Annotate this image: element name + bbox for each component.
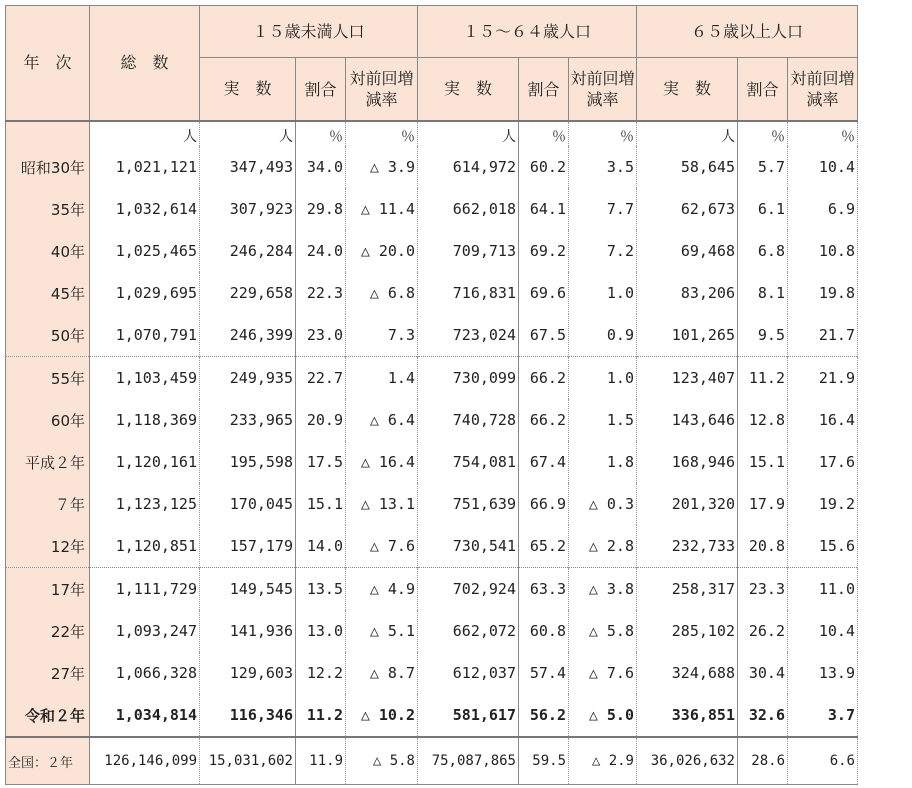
table-cell: 229,658	[200, 272, 296, 314]
table-cell: 336,851	[637, 694, 738, 737]
table-cell: 13.0	[296, 610, 346, 652]
year-cell: 平成２年	[6, 441, 90, 483]
table-cell: 123,407	[637, 357, 738, 400]
unit-cell: 人	[200, 121, 296, 146]
table-cell: 1,070,791	[90, 314, 200, 357]
table-cell: 9.5	[738, 314, 788, 357]
table-cell: 34.0	[296, 146, 346, 188]
year-cell: 令和２年	[6, 694, 90, 737]
table-cell: 66.2	[519, 357, 569, 400]
year-cell: 60年	[6, 399, 90, 441]
total-header: 総 数	[90, 6, 200, 122]
table-cell: 662,072	[418, 610, 519, 652]
table-cell: 23.0	[296, 314, 346, 357]
table-cell: 13.9	[788, 652, 858, 694]
table-cell: 1.4	[346, 357, 418, 400]
table-cell: 730,099	[418, 357, 519, 400]
year-cell: 45年	[6, 272, 90, 314]
table-cell: 21.7	[788, 314, 858, 357]
table-cell: △ 0.3	[569, 483, 637, 525]
table-cell: 149,545	[200, 568, 296, 611]
table-cell: 69,468	[637, 230, 738, 272]
table-cell: 1,034,814	[90, 694, 200, 737]
table-cell: 11.0	[788, 568, 858, 611]
table-cell: 1,123,125	[90, 483, 200, 525]
table-cell: 56.2	[519, 694, 569, 737]
table-cell: 201,320	[637, 483, 738, 525]
table-cell: 307,923	[200, 188, 296, 230]
table-row	[6, 652, 858, 694]
table-cell: 20.9	[296, 399, 346, 441]
table-cell: 64.1	[519, 188, 569, 230]
table-cell: 1,029,695	[90, 272, 200, 314]
table-cell: 11.9	[296, 737, 346, 785]
table-cell: 69.2	[519, 230, 569, 272]
table-row	[6, 568, 858, 611]
group-header-under15: １５歳未満人口	[200, 6, 418, 58]
table-row	[6, 230, 858, 272]
table-cell: 14.0	[296, 525, 346, 568]
sub-header-change: 対前回増減率	[346, 58, 418, 122]
year-cell: ７年	[6, 483, 90, 525]
table-cell: 324,688	[637, 652, 738, 694]
table-header	[6, 6, 858, 122]
table-cell: 11.2	[738, 357, 788, 400]
year-cell: 40年	[6, 230, 90, 272]
sub-header-change: 対前回増減率	[569, 58, 637, 122]
table-cell: 6.1	[738, 188, 788, 230]
table-cell: 1,120,161	[90, 441, 200, 483]
table-cell: △ 6.4	[346, 399, 418, 441]
table-cell: 6.9	[788, 188, 858, 230]
table-cell: 7.2	[569, 230, 637, 272]
table-cell: 246,399	[200, 314, 296, 357]
year-header: 年 次	[6, 6, 90, 122]
table-cell: 709,713	[418, 230, 519, 272]
table-cell: 116,346	[200, 694, 296, 737]
table-cell: 22.7	[296, 357, 346, 400]
table-row	[6, 694, 858, 737]
table-cell: 22.3	[296, 272, 346, 314]
table-cell: 1,093,247	[90, 610, 200, 652]
unit-cell: 人	[418, 121, 519, 146]
table-cell: 754,081	[418, 441, 519, 483]
table-row	[6, 146, 858, 188]
table-cell: 101,265	[637, 314, 738, 357]
table-cell: 195,598	[200, 441, 296, 483]
unit-cell: 人	[90, 121, 200, 146]
table-cell: 157,179	[200, 525, 296, 568]
table-cell: 11.2	[296, 694, 346, 737]
unit-cell: ％	[569, 121, 637, 146]
table-cell: 10.4	[788, 610, 858, 652]
table-cell: 581,617	[418, 694, 519, 737]
table-cell: 258,317	[637, 568, 738, 611]
table-cell: △ 6.8	[346, 272, 418, 314]
sub-header-change: 対前回増減率	[788, 58, 858, 122]
table-row	[6, 441, 858, 483]
unit-cell: ％	[296, 121, 346, 146]
table-cell: 36,026,632	[637, 737, 738, 785]
table-cell: △ 11.4	[346, 188, 418, 230]
table-cell: 5.7	[738, 146, 788, 188]
year-cell: 22年	[6, 610, 90, 652]
table-cell: 6.6	[788, 737, 858, 785]
table-cell: 29.8	[296, 188, 346, 230]
year-cell: 17年	[6, 568, 90, 611]
year-cell: 昭和30年	[6, 146, 90, 188]
table-cell: 32.6	[738, 694, 788, 737]
unit-cell: ％	[788, 121, 858, 146]
table-cell: 30.4	[738, 652, 788, 694]
table-cell: 15.6	[788, 525, 858, 568]
table-cell: 716,831	[418, 272, 519, 314]
table-cell: 58,645	[637, 146, 738, 188]
year-cell: 55年	[6, 357, 90, 400]
year-cell: 27年	[6, 652, 90, 694]
table-cell: 662,018	[418, 188, 519, 230]
table-cell: △ 16.4	[346, 441, 418, 483]
table-cell: 66.2	[519, 399, 569, 441]
table-cell: 23.3	[738, 568, 788, 611]
table-cell: 126,146,099	[90, 737, 200, 785]
table-cell: 3.5	[569, 146, 637, 188]
table-cell: 1.0	[569, 272, 637, 314]
table-cell: 20.8	[738, 525, 788, 568]
table-cell: 249,935	[200, 357, 296, 400]
table-cell: △ 20.0	[346, 230, 418, 272]
table-cell: 12.2	[296, 652, 346, 694]
table-cell: △ 10.2	[346, 694, 418, 737]
table-cell: 21.9	[788, 357, 858, 400]
table-cell: 19.8	[788, 272, 858, 314]
population-by-age-table	[5, 5, 858, 785]
unit-cell: ％	[519, 121, 569, 146]
table-cell: 10.4	[788, 146, 858, 188]
table-cell: 62,673	[637, 188, 738, 230]
table-cell: 168,946	[637, 441, 738, 483]
table-cell: 1,021,121	[90, 146, 200, 188]
table-cell: 67.4	[519, 441, 569, 483]
table-cell: 8.1	[738, 272, 788, 314]
year-cell: 全国：２年	[6, 737, 90, 785]
unit-cell: ％	[346, 121, 418, 146]
table-cell: 17.5	[296, 441, 346, 483]
table-cell: △ 4.9	[346, 568, 418, 611]
population-table-container	[5, 5, 858, 785]
table-cell: △ 13.1	[346, 483, 418, 525]
table-cell: 1,025,465	[90, 230, 200, 272]
table-cell: 1.8	[569, 441, 637, 483]
table-cell: △ 2.9	[569, 737, 637, 785]
table-cell: 232,733	[637, 525, 738, 568]
table-cell: 3.7	[788, 694, 858, 737]
table-cell: 63.3	[519, 568, 569, 611]
table-cell: 1,120,851	[90, 525, 200, 568]
national-row	[6, 737, 858, 785]
table-cell: 723,024	[418, 314, 519, 357]
year-cell: 12年	[6, 525, 90, 568]
table-cell: 24.0	[296, 230, 346, 272]
group-header-15to64: １５～６４歳人口	[418, 6, 637, 58]
table-body	[6, 121, 858, 785]
table-cell: 60.2	[519, 146, 569, 188]
units-row	[6, 121, 858, 146]
table-cell: 13.5	[296, 568, 346, 611]
table-cell: 233,965	[200, 399, 296, 441]
year-cell	[6, 121, 90, 146]
table-cell: 7.3	[346, 314, 418, 357]
sub-header-ratio: 割合	[738, 58, 788, 122]
table-cell: 740,728	[418, 399, 519, 441]
table-cell: △ 5.0	[569, 694, 637, 737]
table-cell: 12.8	[738, 399, 788, 441]
table-cell: 0.9	[569, 314, 637, 357]
unit-cell: 人	[637, 121, 738, 146]
table-cell: △ 5.8	[569, 610, 637, 652]
group-header-65plus: ６５歳以上人口	[637, 6, 858, 58]
table-cell: 129,603	[200, 652, 296, 694]
table-cell: 1.0	[569, 357, 637, 400]
table-cell: 347,493	[200, 146, 296, 188]
unit-cell: ％	[738, 121, 788, 146]
table-cell: 702,924	[418, 568, 519, 611]
table-cell: 66.9	[519, 483, 569, 525]
table-cell: 83,206	[637, 272, 738, 314]
sub-header-actual: 実 数	[418, 58, 519, 122]
sub-header-ratio: 割合	[296, 58, 346, 122]
table-cell: 15.1	[738, 441, 788, 483]
table-cell: 60.8	[519, 610, 569, 652]
table-row	[6, 188, 858, 230]
table-row	[6, 483, 858, 525]
table-cell: 57.4	[519, 652, 569, 694]
table-cell: 1.5	[569, 399, 637, 441]
table-cell: 751,639	[418, 483, 519, 525]
table-cell: 16.4	[788, 399, 858, 441]
table-cell: 67.5	[519, 314, 569, 357]
table-cell: 26.2	[738, 610, 788, 652]
table-cell: 69.6	[519, 272, 569, 314]
table-cell: 170,045	[200, 483, 296, 525]
table-cell: 730,541	[418, 525, 519, 568]
table-cell: △ 2.8	[569, 525, 637, 568]
table-cell: 10.8	[788, 230, 858, 272]
table-cell: 143,646	[637, 399, 738, 441]
table-cell: 75,087,865	[418, 737, 519, 785]
table-cell: 15,031,602	[200, 737, 296, 785]
table-cell: 1,103,459	[90, 357, 200, 400]
table-cell: △ 3.8	[569, 568, 637, 611]
table-row	[6, 314, 858, 357]
table-cell: 65.2	[519, 525, 569, 568]
table-row	[6, 357, 858, 400]
sub-header-actual: 実 数	[200, 58, 296, 122]
table-cell: 285,102	[637, 610, 738, 652]
table-cell: 15.1	[296, 483, 346, 525]
table-cell: 59.5	[519, 737, 569, 785]
table-row	[6, 610, 858, 652]
table-cell: △ 7.6	[569, 652, 637, 694]
table-cell: 246,284	[200, 230, 296, 272]
table-cell: 6.8	[738, 230, 788, 272]
table-cell: △ 3.9	[346, 146, 418, 188]
table-cell: △ 7.6	[346, 525, 418, 568]
table-cell: △ 8.7	[346, 652, 418, 694]
table-cell: 28.6	[738, 737, 788, 785]
year-cell: 35年	[6, 188, 90, 230]
table-cell: 612,037	[418, 652, 519, 694]
table-cell: 17.6	[788, 441, 858, 483]
table-cell: 1,118,369	[90, 399, 200, 441]
year-cell: 50年	[6, 314, 90, 357]
table-cell: 1,032,614	[90, 188, 200, 230]
table-cell: △ 5.8	[346, 737, 418, 785]
table-row	[6, 399, 858, 441]
table-cell: 614,972	[418, 146, 519, 188]
sub-header-actual: 実 数	[637, 58, 738, 122]
table-cell: 19.2	[788, 483, 858, 525]
table-cell: 1,111,729	[90, 568, 200, 611]
sub-header-ratio: 割合	[519, 58, 569, 122]
table-row	[6, 525, 858, 568]
table-row	[6, 272, 858, 314]
table-cell: 1,066,328	[90, 652, 200, 694]
table-cell: 141,936	[200, 610, 296, 652]
table-cell: △ 5.1	[346, 610, 418, 652]
table-cell: 17.9	[738, 483, 788, 525]
table-cell: 7.7	[569, 188, 637, 230]
